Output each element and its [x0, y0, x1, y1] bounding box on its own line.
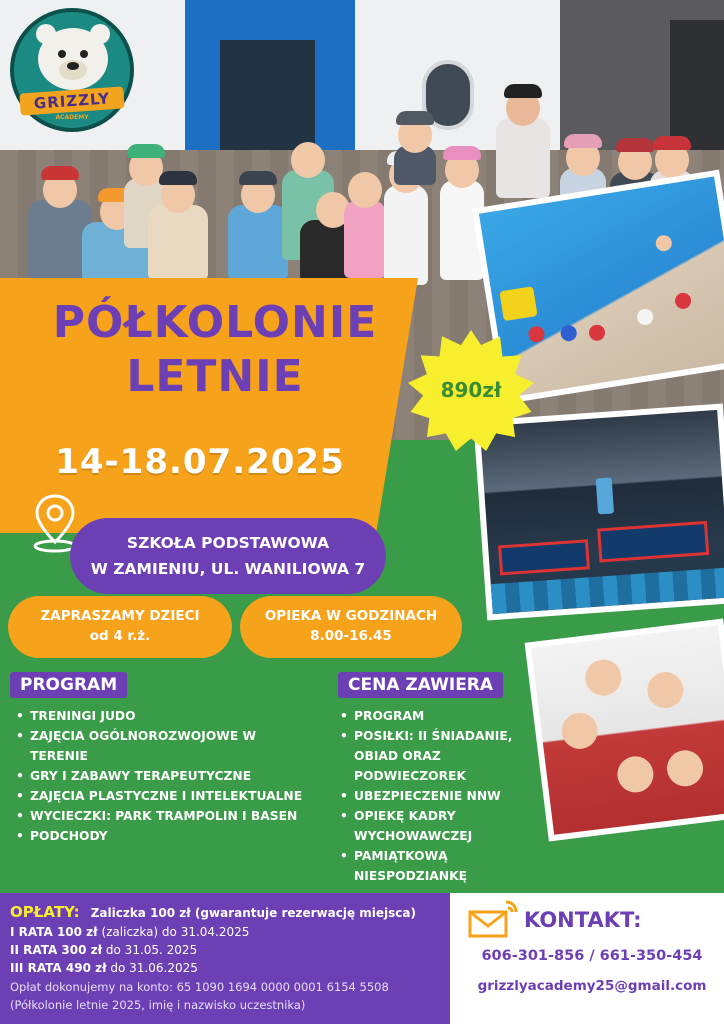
payments-title: OPŁATY:	[10, 903, 80, 921]
price: 890zł	[440, 378, 502, 402]
account-number: Opłat dokonujemy na konto: 65 1090 1694 0000 0001 6154 5508	[10, 980, 389, 994]
rate-2: II RATA 300 zł do 31.05. 2025	[10, 943, 198, 957]
hours-pill: OPIEKA W GODZINACH 8.00-16.45	[240, 596, 462, 658]
building-entrance	[185, 0, 355, 150]
price-includes-title: CENA ZAWIERA	[338, 672, 503, 698]
program-item: • PODCHODY	[14, 826, 314, 846]
contact-email[interactable]: grizzlyacademy25@gmail.com	[477, 978, 707, 994]
includes-item: • POSIŁKI: II ŚNIADANIE, OBIAD ORAZ PODWIECZOREK	[338, 726, 552, 786]
program-title: PROGRAM	[10, 672, 127, 698]
includes-item: • OPIEKĘ KADRY WYCHOWAWCZEJ	[338, 806, 552, 846]
program-item: • ZAJĘCIA PLASTYCZNE I INTELEKTUALNE	[14, 786, 314, 806]
logo-name: GRIZZLY	[19, 86, 124, 115]
program-item: • TRENINGI JUDO	[14, 706, 314, 726]
location-line-1: SZKOŁA PODSTAWOWA	[126, 534, 330, 552]
grizzly-logo	[10, 8, 134, 132]
includes-item: • UBEZPIECZENIE NNW	[338, 786, 552, 806]
program-item: • WYCIECZKI: PARK TRAMPOLIN I BASEN	[14, 806, 314, 826]
payments-header	[10, 902, 416, 921]
includes-item: • PROGRAM	[338, 706, 552, 726]
location-box	[70, 518, 386, 594]
contact-phones[interactable]: 606-301-856 / 661-350-454	[481, 948, 703, 964]
dates: 14-18.07.2025	[55, 442, 345, 482]
program-list	[14, 706, 314, 846]
main-title: PÓŁKOLONIE LETNIE	[52, 297, 378, 402]
transfer-title: (Półkolonie letnie 2025, imię i nazwisko uczestnika)	[10, 998, 306, 1012]
program-item: • ZAJĘCIA OGÓLNOROZWOJOWE W TERENIE	[14, 726, 314, 766]
rate-3: III RATA 490 zł do 31.06.2025	[10, 961, 198, 975]
contact-title: KONTAKT:	[524, 908, 642, 932]
invite-pill: ZAPRASZAMY DZIECI od 4 r.ż.	[8, 596, 232, 658]
logo-subtitle: ACADEMY	[55, 114, 89, 121]
program-item: • GRY I ZABAWY TERAPEUTYCZNE	[14, 766, 314, 786]
includes-item: • PAMIĄTKOWĄ NIESPODZIANKĘ	[338, 846, 552, 886]
envelope-phone-icon	[468, 898, 528, 940]
bear-face-icon	[38, 28, 108, 90]
location-line-2: W ZAMIENIU, UL. WANILIOWA 7	[90, 560, 366, 578]
rate-1: I RATA 100 zł (zaliczka) do 31.04.2025	[10, 925, 250, 939]
judo-photo	[525, 619, 724, 842]
price-includes-list	[338, 706, 552, 886]
payments-note: Zaliczka 100 zł (gwarantuje rezerwację miejsca)	[90, 906, 416, 920]
